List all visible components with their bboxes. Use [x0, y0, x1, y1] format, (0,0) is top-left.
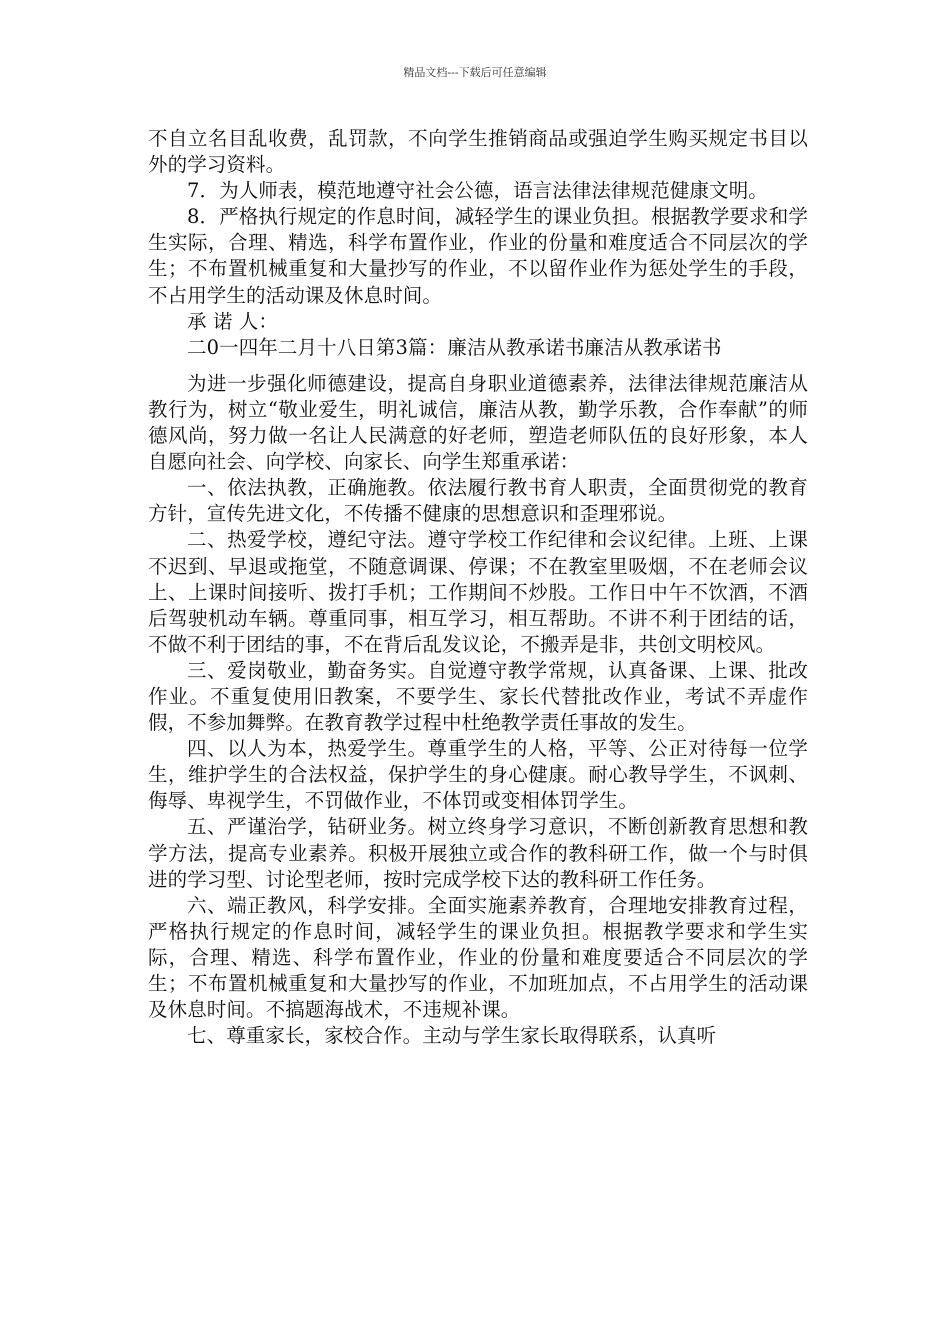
paragraph-pledge-6: 六、端正教风，科学安排。全面实施素养教育，合理地安排教育过程，严格执行规定的作息时间，减轻学生的课业负担。根据教学要求和学生实际，合理、精选、科学布置作业，作业的份量和难度要适合不同层次的学生；不布置机械重复和大量抄写的作业，不加班加点，不占用学生的活动课及休息时间。不搞题海战术，不违规补课。 — [148, 893, 808, 1022]
document-body — [148, 126, 808, 1049]
paragraph-date-and-title: 二0一四年二月十八日第3篇：廉洁从教承诺书廉洁从教承诺书 — [187, 335, 722, 359]
paragraph-pledge-7: 七、尊重家长，家校合作。主动与学生家长取得联系，认真听 — [187, 1024, 717, 1048]
paragraph-pledge-2: 二、热爱学校，遵纪守法。遵守学校工作纪律和会议纪律。上班、上课不迟到、早退或拖堂，不随意调课、停课；不在教室里吸烟，不在老师会议上、上课时间接听、拨打手机；工作期间不炒股。工作日中午不饮酒，不酒后驾驶机动车辆。尊重同事，相互学习，相互帮助。不讲不利于团结的话，不做不利于团结的事，不在背后乱发议论，不搬弄是非，共创文明校风。 — [148, 528, 808, 656]
paragraph-pledge-4: 四、以人为本，热爱学生。尊重学生的人格，平等、公正对待每一位学生，维护学生的合法权益，保护学生的身心健康。耐心教导学生，不讽刺、侮辱、卑视学生，不罚做作业，不体罚或变相体罚学生。 — [148, 737, 808, 813]
paragraph-fee-rules: 不自立名目乱收费，乱罚款，不向学生推销商品或强迫学生购买规定书目以外的学习资料。 — [148, 127, 808, 177]
paragraph-pledge-1: 一、依法执教，正确施教。依法履行教书育人职责，全面贯彻党的教育方针，宣传先进文化，不传播不健康的思想意识和歪理邪说。 — [148, 476, 808, 526]
paragraph-pledge-5: 五、严谨治学，钻研业务。树立终身学习意识，不断创新教育思想和教学方法，提高专业素养。积极开展独立或合作的教科研工作，做一个与时俱进的学习型、讨论型老师，按时完成学校下达的教科研工作任务。 — [148, 815, 808, 891]
paragraph-item-7: 7．为人师表，模范地遵守社会公德，语言法律法律规范健康文明。 — [187, 179, 768, 203]
paragraph-item-8: 8．严格执行规定的作息时间，减轻学生的课业负担。根据教学要求和学生实际，合理、精选，科学布置作业，作业的份量和难度适合不同层次的学生；不布置机械重复和大量抄写的作业，不以留作业作为惩处学生的手段，不占用学生的活动课及休息时间。 — [148, 205, 808, 307]
paragraph-intro: 为进一步强化师德建设，提高自身职业道德素养，法律法律规范廉洁从教行为，树立“敬业爱生，明礼诚信，廉洁从教，勤学乐教，合作奉献”的师德风尚，努力做一名让人民满意的好老师，塑造老师队伍的良好形象，本人自愿向社会、向学校、向家长、向学生郑重承诺： — [148, 371, 808, 474]
paragraph-pledge-3: 三、爱岗敬业，勤奋务实。自觉遵守教学常规，认真备课、上课、批改作业。不重复使用旧教案，不要学生、家长代替批改作业，考试不弄虚作假，不参加舞弊。在教育教学过程中杜绝教学责任事故的发生。 — [148, 658, 808, 735]
paragraph-signatory: 承 诺 人： — [187, 309, 278, 333]
page-header: 精品文档---下载后可任意编辑 — [403, 66, 547, 79]
